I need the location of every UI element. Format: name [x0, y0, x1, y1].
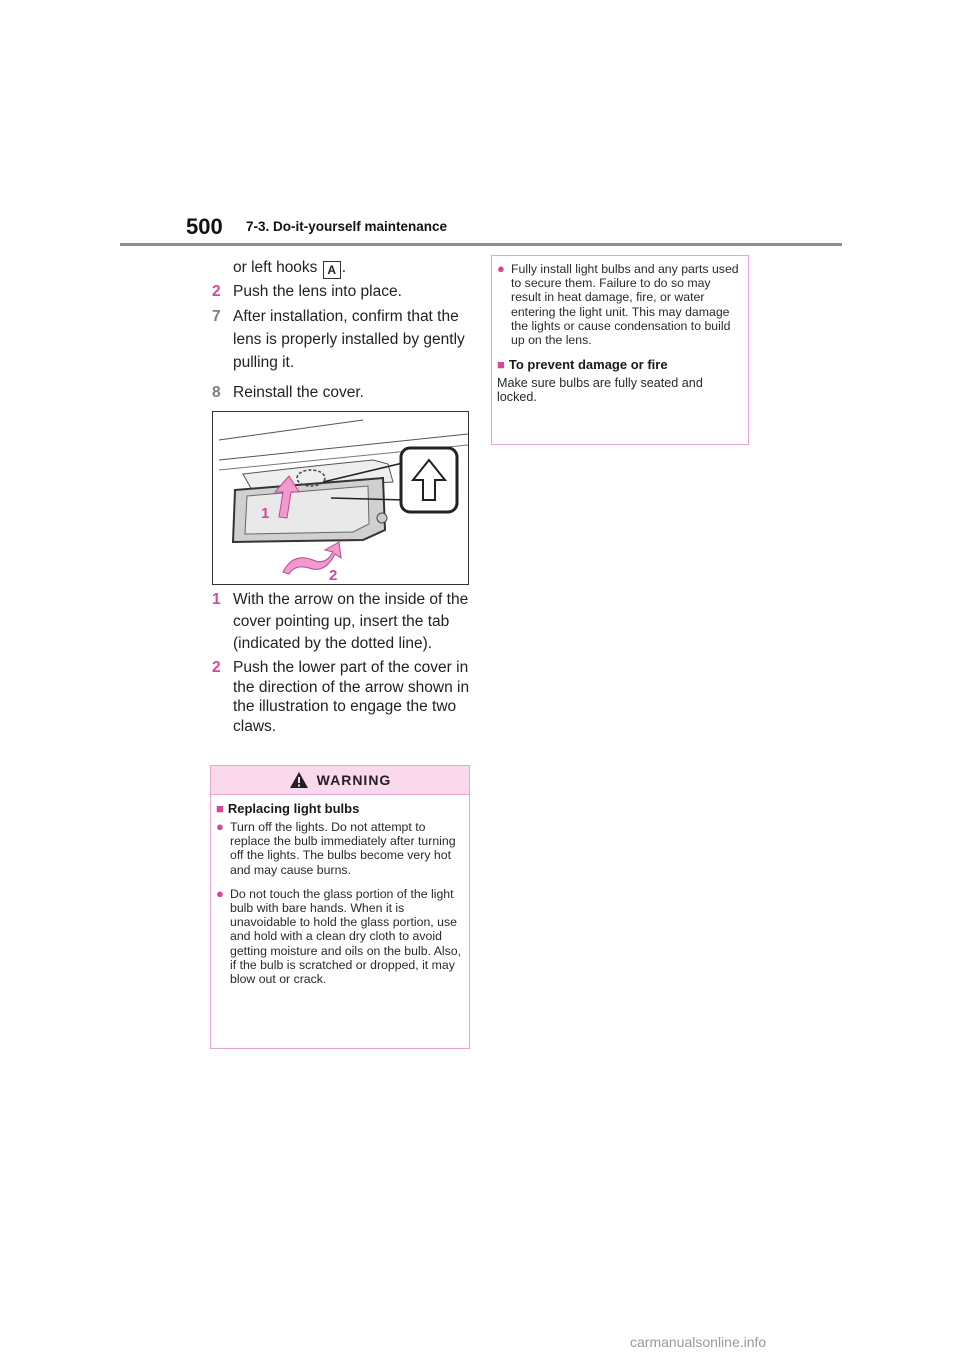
warning-triangle-icon	[289, 771, 309, 789]
warning-bullet-text: Fully install light bulbs and any parts used to secure them. Failure to do so may result in heat damage, fire, or water entering the light unit. This may damage the lights or cause condensation to build up on the lens.	[511, 262, 739, 348]
circle-bullet-icon: ●	[497, 261, 505, 276]
step-text: Push the lower part of the cover in the direction of the arrow shown in the illustration to engage the two claws.	[233, 659, 470, 735]
step-continuation	[212, 257, 474, 279]
warning-subheading-text: Replacing light bulbs	[227, 801, 360, 816]
callout-2: 2	[329, 567, 338, 584]
square-bullet-icon: ■	[216, 801, 224, 816]
step-number: 8	[212, 384, 221, 401]
circle-bullet-icon: ●	[216, 885, 224, 901]
warning-bullet-text: Turn off the lights. Do not attempt to replace the bulb immediately after turning off the lights. The bulbs become very hot and may cause burns.	[230, 820, 456, 877]
left-column-lower	[212, 589, 474, 736]
step-number: 2	[212, 659, 221, 676]
warning-body	[211, 795, 469, 986]
step-item	[212, 305, 474, 374]
hook-suffix: .	[341, 259, 347, 276]
square-bullet-icon: ■	[497, 357, 505, 373]
warning-paragraph: Make sure bulbs are fully seated and locked.	[497, 376, 703, 405]
header-rule	[120, 243, 842, 246]
warning-bullet	[216, 887, 464, 986]
page-number: 500	[186, 214, 223, 239]
hook-label-box: A	[323, 261, 341, 279]
warning-box	[210, 765, 470, 1049]
step-text: Push the lens into place.	[233, 283, 402, 300]
warning-bullet	[497, 262, 743, 347]
warning-bullet-text: Do not touch the glass portion of the light bulb with bare hands. When it is unavoidable to hold the glass portion, use and hold with a clean dry cloth to avoid getting moisture and oils on the bulb. Also, if the bulb is scratched or dropped, it may blow out or crack.	[230, 886, 462, 987]
warning-header	[211, 766, 469, 795]
cover-illustration	[212, 411, 469, 585]
step-item	[212, 382, 474, 403]
section-title: 7-3. Do-it-yourself maintenance	[246, 219, 448, 234]
warning-bullet	[216, 820, 464, 877]
cover-illustration-drawing	[213, 412, 468, 584]
watermark: carmanualsonline.info	[630, 1334, 767, 1350]
warning-continuation-box	[491, 255, 749, 445]
step-item	[212, 589, 474, 655]
step-text: With the arrow on the inside of the cover pointing up, insert the tab (indicated by the dotted line).	[233, 591, 469, 652]
step-number: 1	[212, 591, 221, 608]
warning-subheading-text: To prevent damage or fire	[508, 357, 668, 373]
step-text: After installation, confirm that the lens is properly installed by gently pulling it.	[233, 308, 465, 371]
callout-1: 1	[261, 505, 270, 522]
step-item	[212, 281, 474, 302]
warning-subheading	[216, 801, 464, 816]
warning-title: WARNING	[316, 772, 392, 788]
circle-bullet-icon: ●	[216, 819, 224, 834]
step-number: 7	[212, 308, 221, 325]
warning-subheading	[497, 357, 743, 372]
step-text: Reinstall the cover.	[233, 384, 364, 401]
step-item	[212, 658, 474, 736]
hook-prefix: or left hooks	[233, 259, 318, 276]
left-column	[212, 257, 474, 403]
step-number: 2	[212, 283, 221, 300]
